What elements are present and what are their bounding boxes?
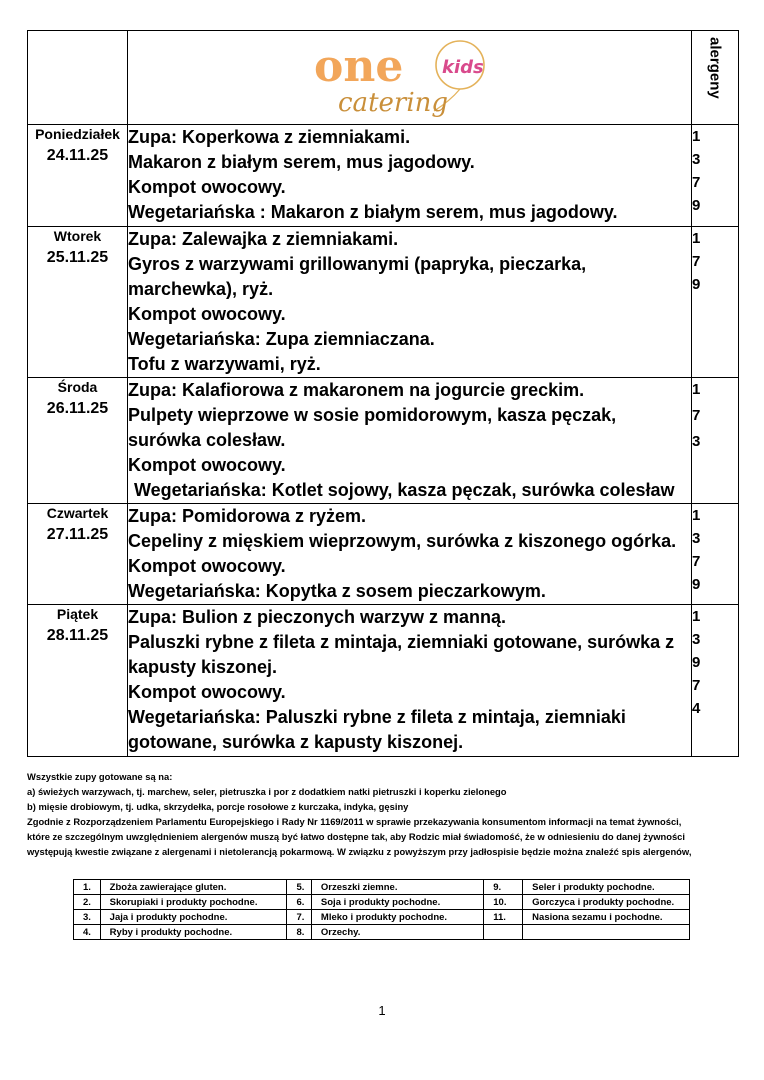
allergen-number: 7 — [692, 677, 701, 694]
note-line: które ze szczególnym uwzględnieniem alergenów muszą być łatwo dostępne tak, aby Rodzic miał świadomość, że w odniesieniu do danej żywności — [27, 831, 685, 842]
allergen-legend-number: 5. — [287, 880, 311, 895]
allergen-number: 3 — [692, 151, 701, 168]
allergen-number: 1 — [692, 608, 701, 625]
day-row — [28, 227, 739, 378]
dish-line: Kompot owocowy. — [128, 177, 286, 197]
allergen-legend-text: Orzeszki ziemne. — [311, 880, 483, 895]
allergen-legend-text: Soja i produkty pochodne. — [311, 895, 483, 910]
dish-line: surówka colesław. — [128, 430, 286, 450]
allergen-number: 3 — [692, 631, 701, 648]
day-name: Czwartek — [46, 505, 109, 521]
dish-line: Gyros z warzywami grillowanymi (papryka, pieczarka, — [128, 254, 587, 274]
day-cell — [28, 605, 128, 757]
logo-cell — [128, 31, 692, 125]
allergen-legend-text: Nasiona sezamu i pochodne. — [523, 910, 690, 925]
allergen-legend-number: 10. — [484, 895, 523, 910]
allergen-number: 9 — [692, 654, 701, 671]
menu-header-row — [28, 31, 739, 125]
day-date: 26.11.25 — [46, 400, 109, 417]
allergen-legend-text: Jaja i produkty pochodne. — [100, 910, 287, 925]
allergen-number: 9 — [692, 276, 701, 293]
allergen-number: 9 — [692, 197, 701, 214]
day-date: 24.11.25 — [46, 147, 109, 164]
dish-line: Kompot owocowy. — [128, 682, 286, 702]
dish-line: Wegetariańska: Paluszki rybne z fileta z mintaja, ziemniaki — [128, 707, 626, 727]
dish-line: Wegetariańska: Kotlet sojowy, kasza pęczak, surówka colesław — [134, 480, 675, 500]
allergen-number: 1 — [692, 507, 701, 524]
allergen-legend-number: 1. — [74, 880, 101, 895]
day-date: 27.11.25 — [46, 526, 109, 543]
day-date: 28.11.25 — [46, 627, 109, 644]
allergens-cell — [692, 227, 739, 378]
allergen-legend-text: Seler i produkty pochodne. — [523, 880, 690, 895]
allergen-number: 4 — [692, 700, 701, 717]
allergen-number: 1 — [692, 128, 701, 145]
allergen-number: 1 — [692, 230, 701, 247]
allergen-legend-number: 11. — [484, 910, 523, 925]
allergen-legend-number: 4. — [74, 925, 101, 940]
dish-line: Paluszki rybne z fileta z mintaja, ziemniaki gotowane, surówka z — [128, 632, 675, 652]
dish-line: Zupa: Kalafiorowa z makaronem na jogurcie greckim. — [128, 380, 585, 400]
dish-line: Cepeliny z mięskiem wieprzowym, surówka z kiszonego ogórka. — [128, 531, 677, 551]
dish-line: Wegetariańska: Kopytka z sosem pieczarkowym. — [128, 581, 546, 601]
allergen-number: 3 — [692, 530, 701, 547]
dishes-cell — [128, 504, 692, 605]
day-row — [28, 378, 739, 504]
dish-line: kapusty kiszonej. — [128, 657, 278, 677]
allergen-legend-number: 7. — [287, 910, 311, 925]
allergens-cell — [692, 378, 739, 504]
allergen-legend-number: 3. — [74, 910, 101, 925]
allergen-number: 1 — [692, 381, 701, 398]
allergen-legend-row — [74, 910, 690, 925]
note-line: b) mięsie drobiowym, tj. udka, skrzydełka, porcje rosołowe z kurczaka, indyka, gęsiny — [27, 801, 409, 812]
dish-line: Zupa: Zalewajka z ziemniakami. — [128, 229, 399, 249]
day-row — [28, 504, 739, 605]
one-kids-catering-logo — [310, 37, 510, 119]
day-name: Środa — [57, 379, 98, 395]
note-line: Zgodnie z Rozporządzeniem Parlamentu Europejskiego i Rady Nr 1169/2011 w sprawie przekazywania konsumentom informacji na temat żywności, — [27, 816, 682, 827]
dish-line: Wegetariańska : Makaron z białym serem, mus jagodowy. — [128, 202, 618, 222]
allergen-number: 7 — [692, 174, 701, 191]
header-empty-cell — [28, 31, 128, 125]
dish-line: gotowane, surówka z kapusty kiszonej. — [128, 732, 464, 752]
menu-table — [27, 30, 739, 757]
logo-one-text: one — [314, 41, 404, 92]
dishes-cell — [128, 378, 692, 504]
dish-line: Tofu z warzywami, ryż. — [128, 354, 321, 374]
allergen-legend-text — [523, 925, 690, 940]
allergens-header-cell — [692, 31, 739, 125]
day-name: Wtorek — [53, 228, 102, 244]
allergen-legend-row — [74, 880, 690, 895]
allergen-legend-number: 2. — [74, 895, 101, 910]
dish-line: Zupa: Bulion z pieczonych warzyw z manną. — [128, 607, 507, 627]
dishes-cell — [128, 605, 692, 757]
day-date: 25.11.25 — [46, 249, 109, 266]
allergen-legend-text: Skorupiaki i produkty pochodne. — [100, 895, 287, 910]
logo-kids-text: kids — [442, 57, 484, 78]
logo-catering-text: catering — [338, 88, 449, 118]
day-name: Piątek — [56, 606, 99, 622]
allergen-number: 9 — [692, 576, 701, 593]
dish-line: Kompot owocowy. — [128, 556, 286, 576]
allergen-legend-number: 8. — [287, 925, 311, 940]
dish-line: Kompot owocowy. — [128, 455, 286, 475]
dish-line: Zupa: Pomidorowa z ryżem. — [128, 506, 367, 526]
dish-line: Wegetariańska: Zupa ziemniaczana. — [128, 329, 435, 349]
allergens-cell — [692, 125, 739, 227]
allergen-legend-text: Mleko i produkty pochodne. — [311, 910, 483, 925]
day-name: Poniedziałek — [35, 126, 120, 142]
dishes-cell — [128, 125, 692, 227]
note-line: występują kwestie związane z alergenami i nietolerancją pokarmową. W związku z powyższym przy jadłospisie będzie można znaleźć spis alergenów, — [27, 846, 692, 857]
allergens-cell — [692, 504, 739, 605]
allergen-legend-number: 6. — [287, 895, 311, 910]
note-line: a) świeżych warzywach, tj. marchew, seler, pietruszka i por z dodatkiem natki pietruszki i koperku zielonego — [27, 786, 507, 797]
day-cell — [28, 504, 128, 605]
note-line: Wszystkie zupy gotowane są na: — [27, 771, 173, 782]
allergen-number: 7 — [692, 407, 701, 424]
allergen-legend-number: 9. — [484, 880, 523, 895]
dishes-cell — [128, 227, 692, 378]
allergens-cell — [692, 605, 739, 757]
dish-line: marchewka), ryż. — [128, 279, 274, 299]
allergen-legend-number — [484, 925, 523, 940]
allergen-legend-text: Gorczyca i produkty pochodne. — [523, 895, 690, 910]
allergens-header-label: alergeny — [706, 37, 724, 99]
allergen-legend-text: Ryby i produkty pochodne. — [100, 925, 287, 940]
dish-line: Kompot owocowy. — [128, 304, 286, 324]
day-cell — [28, 227, 128, 378]
day-cell — [28, 378, 128, 504]
day-row — [28, 125, 739, 227]
dish-line: Pulpety wieprzowe w sosie pomidorowym, kasza pęczak, — [128, 405, 617, 425]
allergen-legend-text: Zboża zawierające gluten. — [100, 880, 287, 895]
allergen-number: 7 — [692, 253, 701, 270]
allergen-legend-row — [74, 895, 690, 910]
day-row — [28, 605, 739, 757]
dish-line: Zupa: Koperkowa z ziemniakami. — [128, 127, 411, 147]
allergen-number: 7 — [692, 553, 701, 570]
allergen-legend-row — [74, 925, 690, 940]
notes — [27, 769, 747, 859]
page-number: 1 — [378, 1003, 386, 1018]
day-cell — [28, 125, 128, 227]
allergen-number: 3 — [692, 433, 701, 450]
allergen-legend-text: Orzechy. — [311, 925, 483, 940]
dish-line: Makaron z białym serem, mus jagodowy. — [128, 152, 475, 172]
allergen-legend-table — [73, 879, 690, 940]
